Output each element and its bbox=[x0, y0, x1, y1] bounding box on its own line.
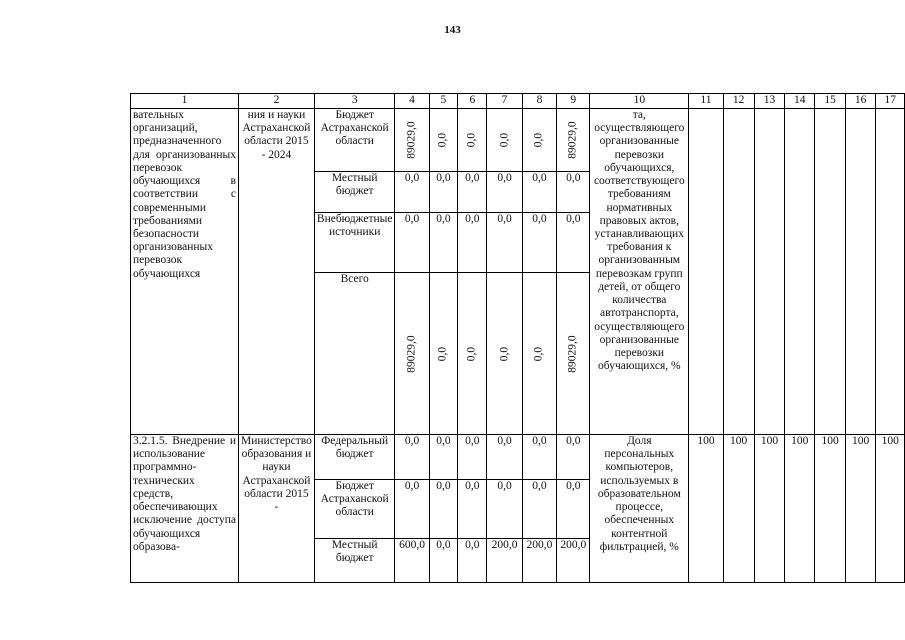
target-cell bbox=[876, 109, 905, 435]
header-cell: 17 bbox=[876, 94, 905, 109]
executor-period: ния и науки Астраханской области 2015 - 2024 bbox=[239, 109, 315, 435]
value-cell: 0,0 bbox=[458, 435, 487, 480]
funding-source: Бюджет Астраханской области bbox=[314, 480, 395, 539]
value-cell: 0,0 bbox=[429, 109, 458, 172]
value-cell: 0,0 bbox=[429, 480, 458, 539]
header-cell: 16 bbox=[845, 94, 876, 109]
value-cell: 0,0 bbox=[487, 480, 522, 539]
target-cell: 100 bbox=[689, 435, 723, 583]
value-cell: 0,0 bbox=[487, 273, 522, 435]
value-cell: 0,0 bbox=[557, 172, 590, 213]
value-cell: 0,0 bbox=[395, 480, 429, 539]
target-cell bbox=[815, 109, 846, 435]
table-row bbox=[131, 435, 905, 480]
target-cell bbox=[754, 109, 785, 435]
value-cell: 200,0 bbox=[522, 539, 557, 583]
value-cell: 0,0 bbox=[458, 273, 487, 435]
header-cell: 2 bbox=[239, 94, 315, 109]
funding-source: Внебюджетные источники bbox=[314, 213, 395, 273]
header-cell: 7 bbox=[487, 94, 522, 109]
funding-source: Бюджет Астраханской области bbox=[314, 109, 395, 172]
target-cell bbox=[689, 109, 723, 435]
header-cell: 12 bbox=[723, 94, 754, 109]
value-cell: 0,0 bbox=[522, 172, 557, 213]
header-cell: 10 bbox=[590, 94, 689, 109]
value-cell: 0,0 bbox=[487, 435, 522, 480]
value-cell: 89029,0 bbox=[395, 109, 429, 172]
value-cell: 0,0 bbox=[487, 213, 522, 273]
indicator-description: та, осуществляющего организованные перевозки обучающихся, соответствующего требованиям нормативных правовых актов, устанавливающих требования к организованным перевозкам групп детей, от общего количества автотранспорта, осуществляющего организованные перевозки обучающихся, % bbox=[590, 109, 689, 435]
header-cell: 15 bbox=[815, 94, 846, 109]
header-cell: 13 bbox=[754, 94, 785, 109]
header-cell: 4 bbox=[395, 94, 429, 109]
funding-source: Местный бюджет bbox=[314, 539, 395, 583]
value-cell: 89029,0 bbox=[395, 273, 429, 435]
value-cell: 0,0 bbox=[429, 273, 458, 435]
executor-period: Министерство образования и науки Астраханской области 2015 - bbox=[239, 435, 315, 583]
value-cell: 0,0 bbox=[429, 213, 458, 273]
value-cell: 0,0 bbox=[522, 213, 557, 273]
value-cell: 0,0 bbox=[458, 480, 487, 539]
target-cell bbox=[723, 109, 754, 435]
value-cell: 0,0 bbox=[395, 435, 429, 480]
target-cell: 100 bbox=[754, 435, 785, 583]
value-cell: 0,0 bbox=[522, 109, 557, 172]
header-cell: 9 bbox=[557, 94, 590, 109]
value-cell: 0,0 bbox=[429, 172, 458, 213]
value-cell: 0,0 bbox=[395, 213, 429, 273]
target-cell: 100 bbox=[723, 435, 754, 583]
header-cell: 8 bbox=[522, 94, 557, 109]
value-cell: 0,0 bbox=[395, 172, 429, 213]
column-number-row bbox=[131, 94, 905, 109]
header-cell: 5 bbox=[429, 94, 458, 109]
target-cell: 100 bbox=[785, 435, 815, 583]
header-cell: 6 bbox=[458, 94, 487, 109]
header-cell: 3 bbox=[314, 94, 395, 109]
value-cell: 0,0 bbox=[522, 435, 557, 480]
funding-source: Всего bbox=[314, 273, 395, 435]
page-number: 143 bbox=[444, 24, 461, 36]
value-cell: 0,0 bbox=[487, 172, 522, 213]
target-cell: 100 bbox=[815, 435, 846, 583]
value-cell: 0,0 bbox=[557, 435, 590, 480]
value-cell: 600,0 bbox=[395, 539, 429, 583]
header-cell: 1 bbox=[131, 94, 239, 109]
value-cell: 89029,0 bbox=[557, 273, 590, 435]
program-table bbox=[130, 93, 905, 583]
measure-description: 3.2.1.5. Внедрение и использование программно-технических средств, обеспечивающих исключение доступа обучающихся образова- bbox=[131, 435, 239, 583]
target-cell bbox=[785, 109, 815, 435]
value-cell: 0,0 bbox=[557, 480, 590, 539]
header-cell: 11 bbox=[689, 94, 723, 109]
value-cell: 0,0 bbox=[458, 109, 487, 172]
program-table-body bbox=[131, 94, 905, 583]
funding-source: Местный бюджет bbox=[314, 172, 395, 213]
value-cell: 0,0 bbox=[487, 109, 522, 172]
value-cell: 0,0 bbox=[458, 539, 487, 583]
value-cell: 0,0 bbox=[557, 213, 590, 273]
value-cell: 89029,0 bbox=[557, 109, 590, 172]
funding-source: Федеральный бюджет bbox=[314, 435, 395, 480]
value-cell: 0,0 bbox=[522, 273, 557, 435]
value-cell: 200,0 bbox=[557, 539, 590, 583]
value-cell: 0,0 bbox=[429, 539, 458, 583]
target-cell bbox=[845, 109, 876, 435]
target-cell: 100 bbox=[845, 435, 876, 583]
value-cell: 0,0 bbox=[458, 172, 487, 213]
measure-description: вательных организаций, предназначенного для организованных перевозок обучающихся в соответствии с современными требованиями безопасности организованных перевозок обучающихся bbox=[131, 109, 239, 435]
value-cell: 0,0 bbox=[458, 213, 487, 273]
value-cell: 0,0 bbox=[522, 480, 557, 539]
indicator-description: Доля персональных компьютеров, используемых в образовательном процессе, обеспеченных контентной фильтрацией, % bbox=[590, 435, 689, 583]
target-cell: 100 bbox=[876, 435, 905, 583]
header-cell: 14 bbox=[785, 94, 815, 109]
value-cell: 0,0 bbox=[429, 435, 458, 480]
table-row bbox=[131, 109, 905, 172]
value-cell: 200,0 bbox=[487, 539, 522, 583]
